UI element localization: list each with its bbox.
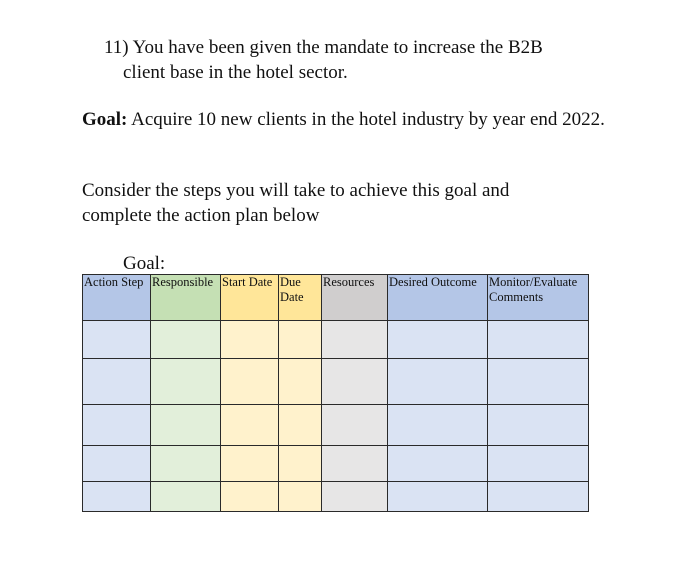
- cell-resources[interactable]: [322, 482, 388, 512]
- action-plan-table: [82, 274, 589, 512]
- cell-responsible[interactable]: [151, 405, 221, 446]
- header-desired-outcome: Desired Outcome: [388, 275, 488, 321]
- cell-action-step[interactable]: [83, 321, 151, 359]
- table-row: [83, 321, 589, 359]
- cell-resources[interactable]: [322, 405, 388, 446]
- instruction-line-2: complete the action plan below: [82, 205, 320, 226]
- cell-monitor-evaluate-comments[interactable]: [488, 482, 589, 512]
- cell-monitor-evaluate-comments[interactable]: [488, 446, 589, 482]
- cell-responsible[interactable]: [151, 446, 221, 482]
- goal-statement: [82, 107, 642, 132]
- cell-action-step[interactable]: [83, 405, 151, 446]
- cell-monitor-evaluate-comments[interactable]: [488, 405, 589, 446]
- header-due-date: Due Date: [279, 275, 322, 321]
- goal-label: Goal:: [82, 109, 128, 130]
- table-row: [83, 405, 589, 446]
- table-row: [83, 446, 589, 482]
- cell-resources[interactable]: [322, 446, 388, 482]
- cell-due-date[interactable]: [279, 405, 322, 446]
- instruction-line-1: Consider the steps you will take to achieve this goal and: [82, 180, 510, 201]
- cell-start-date[interactable]: [221, 446, 279, 482]
- instruction-text: [82, 178, 642, 228]
- cell-due-date[interactable]: [279, 359, 322, 405]
- cell-resources[interactable]: [322, 321, 388, 359]
- table-goal-label: Goal:: [123, 253, 166, 274]
- cell-resources[interactable]: [322, 359, 388, 405]
- cell-responsible[interactable]: [151, 482, 221, 512]
- question-line-2: client base in the hotel sector.: [123, 62, 348, 83]
- table-row: [83, 359, 589, 405]
- cell-monitor-evaluate-comments[interactable]: [488, 321, 589, 359]
- cell-action-step[interactable]: [83, 482, 151, 512]
- header-responsible: Responsible: [151, 275, 221, 321]
- cell-due-date[interactable]: [279, 321, 322, 359]
- question-text: [104, 35, 664, 85]
- table-header-row: [83, 275, 589, 321]
- cell-start-date[interactable]: [221, 321, 279, 359]
- header-monitor-evaluate-comments: Monitor/Evaluate Comments: [488, 275, 589, 321]
- cell-responsible[interactable]: [151, 359, 221, 405]
- goal-text: Acquire 10 new clients in the hotel industry by year end 2022.: [127, 109, 605, 130]
- cell-responsible[interactable]: [151, 321, 221, 359]
- header-resources: Resources: [322, 275, 388, 321]
- question-line-1: 11) You have been given the mandate to increase the B2B: [104, 37, 543, 58]
- header-action-step: Action Step: [83, 275, 151, 321]
- cell-start-date[interactable]: [221, 405, 279, 446]
- header-start-date: Start Date: [221, 275, 279, 321]
- cell-desired-outcome[interactable]: [388, 482, 488, 512]
- table-row: [83, 482, 589, 512]
- cell-desired-outcome[interactable]: [388, 359, 488, 405]
- cell-monitor-evaluate-comments[interactable]: [488, 359, 589, 405]
- cell-desired-outcome[interactable]: [388, 446, 488, 482]
- cell-due-date[interactable]: [279, 482, 322, 512]
- cell-start-date[interactable]: [221, 359, 279, 405]
- cell-desired-outcome[interactable]: [388, 321, 488, 359]
- cell-start-date[interactable]: [221, 482, 279, 512]
- cell-due-date[interactable]: [279, 446, 322, 482]
- cell-action-step[interactable]: [83, 359, 151, 405]
- cell-desired-outcome[interactable]: [388, 405, 488, 446]
- cell-action-step[interactable]: [83, 446, 151, 482]
